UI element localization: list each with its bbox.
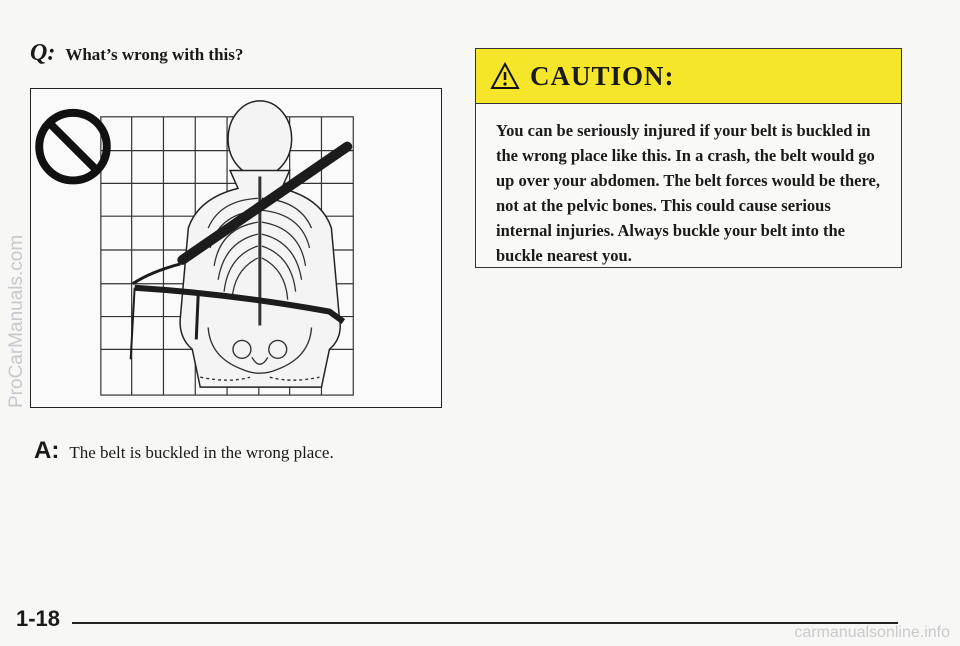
footer-rule [72,622,898,624]
caution-title: CAUTION: [530,60,675,91]
skeleton-diagram [31,89,441,407]
answer-label: A: [34,437,60,464]
answer-text: The belt is buckled in the wrong place. [69,443,334,462]
question-line [30,40,243,67]
belt-latch [133,264,181,284]
watermark-bottom: carmanualsonline.info [794,624,950,641]
caution-header [476,49,901,104]
seatbelt-illustration [30,88,442,408]
prohibition-icon [39,113,107,181]
question-label: Q: [30,40,56,66]
question-text: What’s wrong with this? [65,45,244,64]
buckle-strap [196,294,198,340]
caution-box [475,48,902,268]
answer-line [34,437,334,465]
caution-text: You can be seriously injured if your belt is buckled in the wrong place like this. In a crash, the belt would go up over your abdomen. The belt forces would be there, not at the pelvic bones. This could cause serious internal injuries. Always buckle your belt into the buckle nearest you. [496,121,880,265]
page-number: 1-18 [16,606,61,631]
watermark-left: ProCarManuals.com [6,234,27,408]
warning-triangle-icon [490,62,520,90]
